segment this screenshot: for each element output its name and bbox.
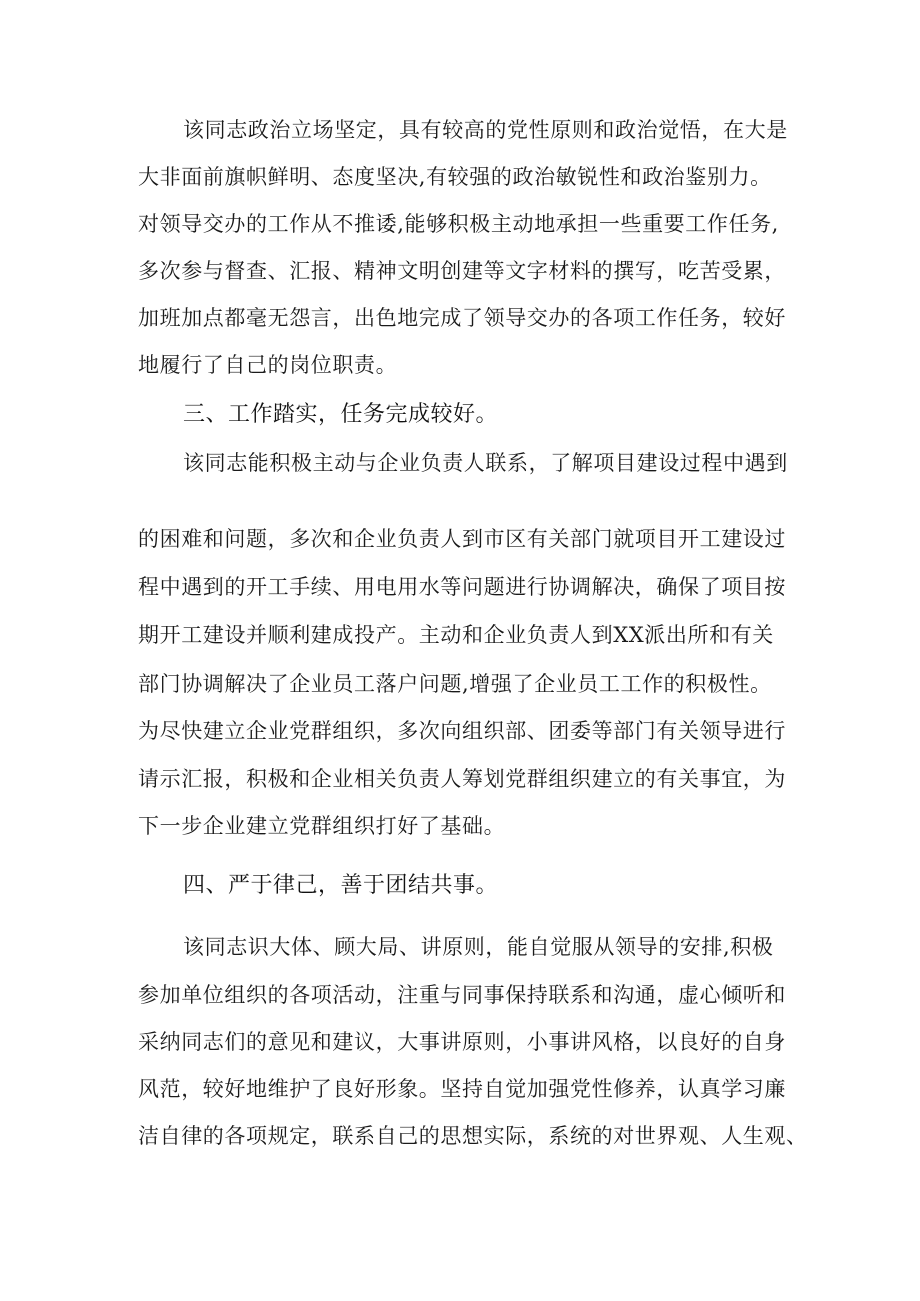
paragraph-2-line-3: 程中遇到的开工手续、用电用水等问题进行协调解决，确保了项目按 bbox=[138, 575, 786, 599]
paragraph-2-line-1: 该同志能积极主动与企业负责人联系，了解项目建设过程中遇到 bbox=[183, 451, 788, 475]
paragraph-2-line-5: 部门协调解决了企业员工落户问题,增强了企业员工工作的积极性。 bbox=[138, 672, 772, 696]
paragraph-2-line-7: 请示汇报，积极和企业相关负责人筹划党群组织建立的有关事宜，为 bbox=[138, 767, 786, 791]
paragraph-1-line-3: 对领导交办的工作从不推诿,能够积极主动地承担一些重要工作任务, bbox=[138, 212, 779, 236]
section-heading-4: 四、严于律己，善于团结共事。 bbox=[183, 873, 499, 898]
paragraph-1-line-1: 该同志政治立场坚定，具有较高的党性原则和政治觉悟，在大是 bbox=[183, 118, 788, 142]
paragraph-3-line-4: 风范，较好地维护了良好形象。坚持自觉加强党性修养，认真学习廉 bbox=[138, 1077, 786, 1101]
paragraph-1-line-5: 加班加点都毫无怨言，出色地完成了领导交办的各项工作任务，较好 bbox=[138, 306, 786, 330]
paragraph-1-line-6: 地履行了自己的岗位职责。 bbox=[138, 353, 398, 377]
paragraph-2-line-8: 下一步企业建立党群组织打好了基础。 bbox=[138, 814, 506, 838]
paragraph-3-line-3: 采纳同志们的意见和建议，大事讲原则，小事讲风格，以良好的自身 bbox=[138, 1030, 786, 1054]
paragraph-3-line-2: 参加单位组织的各项活动，注重与同事保持联系和沟通，虚心倾听和 bbox=[138, 983, 786, 1007]
paragraph-2-line-6: 为尽快建立企业党群组织，多次向组织部、团委等部门有关领导进行 bbox=[138, 719, 786, 743]
paragraph-3-line-1: 该同志识大体、顾大局、讲原则，能自觉服从领导的安排,积极 bbox=[183, 935, 774, 959]
paragraph-2-line-2: 的困难和问题，多次和企业负责人到市区有关部门就项目开工建设过 bbox=[138, 527, 786, 551]
paragraph-3-line-5: 洁自律的各项规定，联系自己的思想实际，系统的对世界观、人生观、 bbox=[138, 1124, 808, 1148]
section-heading-3: 三、工作踏实，任务完成较好。 bbox=[183, 402, 499, 427]
paragraph-1-line-4: 多次参与督查、汇报、精神文明创建等文字材料的撰写，吃苦受累， bbox=[138, 259, 786, 283]
paragraph-2-line-4: 期开工建设并顺利建成投产。主动和企业负责人到XX派出所和有关 bbox=[138, 623, 774, 647]
paragraph-1-line-2: 大非面前旗帜鲜明、态度坚决,有较强的政治敏锐性和政治鉴别力。 bbox=[138, 165, 772, 189]
